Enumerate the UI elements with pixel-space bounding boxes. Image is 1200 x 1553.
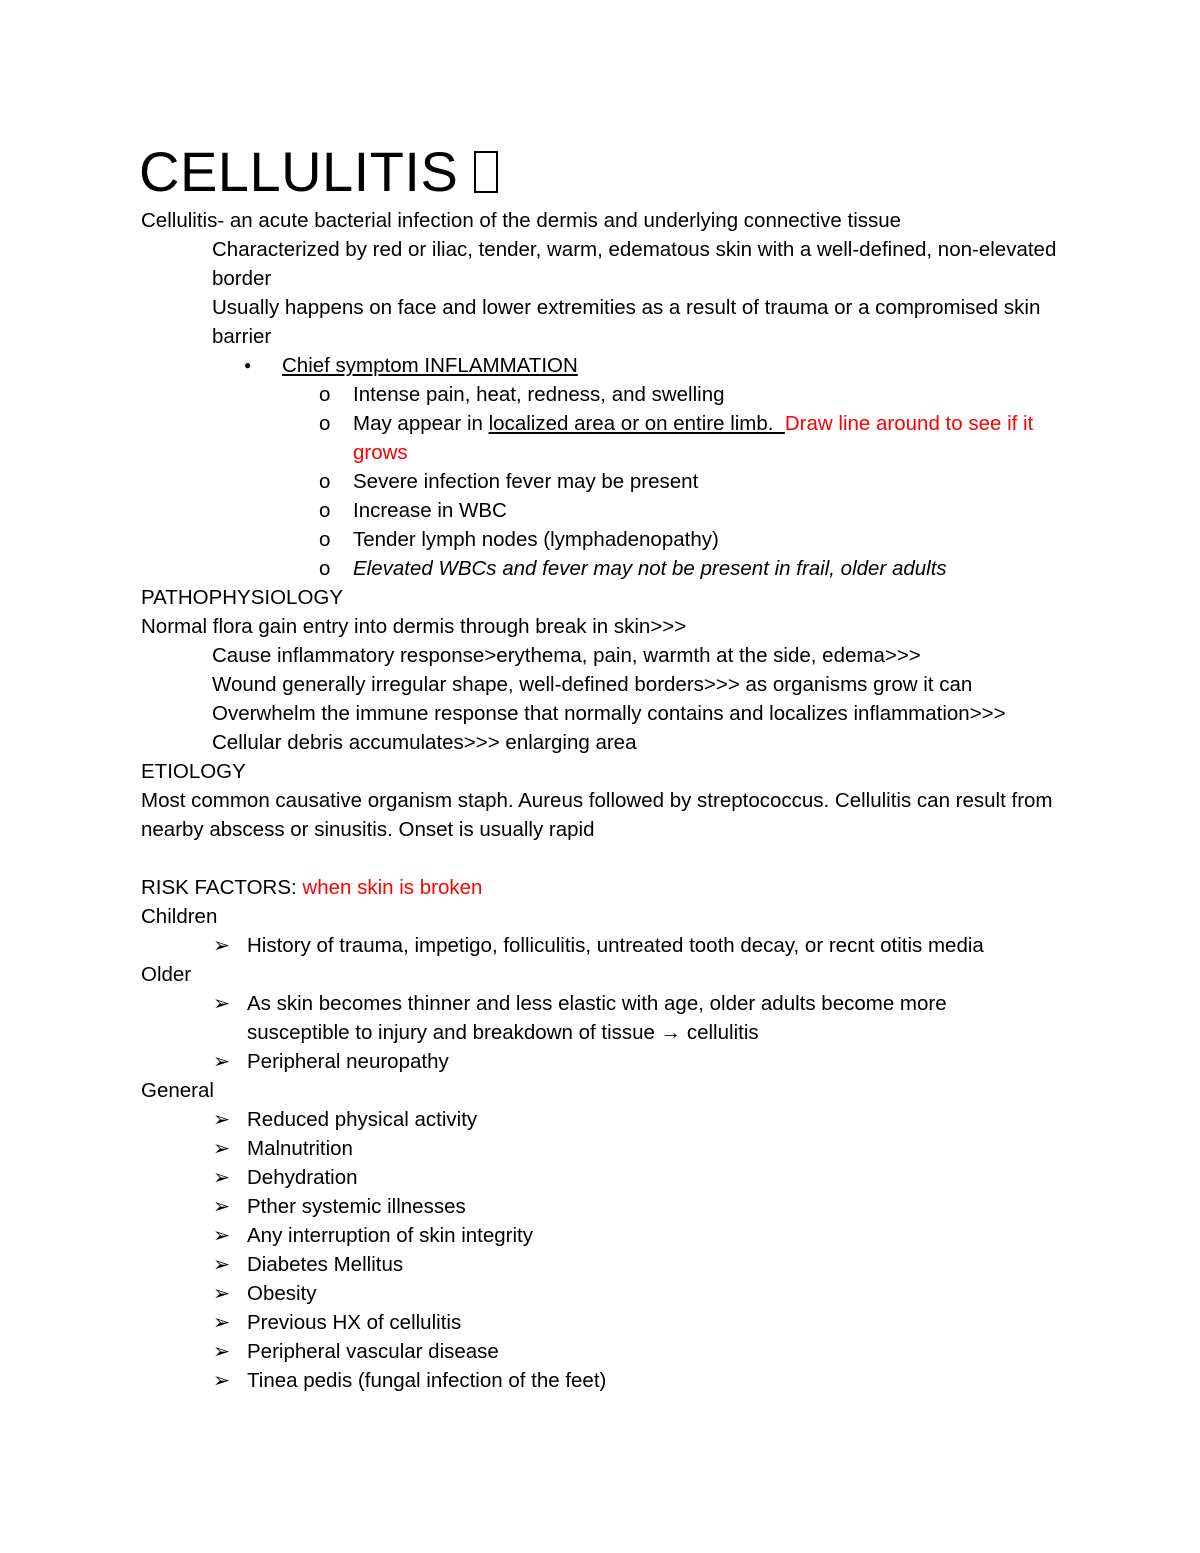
risk-item — [141, 989, 1071, 1047]
arrow-bullet-icon: ➢ — [213, 1340, 231, 1363]
risk-text: Reduced physical activity — [247, 1108, 478, 1131]
pathophysiology-intro: Normal flora gain entry into dermis through break in skin>>> — [141, 615, 687, 638]
arrow-bullet-icon: ➢ — [213, 1108, 231, 1131]
circle-bullet-icon: o — [319, 528, 331, 551]
risk-text: Previous HX of cellulitis — [247, 1311, 462, 1334]
definition: Cellulitis- an acute bacterial infection of the dermis and underlying connective tissue — [141, 209, 902, 232]
risk-text: Diabetes Mellitus — [247, 1253, 404, 1276]
page-title — [139, 140, 1071, 204]
risk-item — [141, 1279, 1071, 1308]
risk-text: Peripheral vascular disease — [247, 1340, 499, 1363]
risk-text: History of trauma, impetigo, folliculitis, untreated tooth decay, or recnt otitis media — [247, 934, 984, 957]
risk-text: Peripheral neuropathy — [247, 1050, 449, 1073]
risk-text: As skin becomes thinner and less elastic with age, older adults become more susceptible to injury and breakdown of tissue → cellulitis — [247, 992, 947, 1044]
symptom-text: Severe infection fever may be present — [353, 470, 699, 493]
etiology-heading: ETIOLOGY — [141, 760, 246, 783]
risk-item — [141, 1337, 1071, 1366]
circle-bullet-icon: o — [319, 470, 331, 493]
symptom-item — [141, 554, 1071, 583]
symptom-item — [141, 380, 1071, 409]
risk-item — [141, 1221, 1071, 1250]
risk-item — [141, 931, 1071, 960]
symptom-text — [353, 409, 1071, 467]
risk-item — [141, 1163, 1071, 1192]
symptom-text: Increase in WBC — [353, 499, 507, 522]
risk-item — [141, 1192, 1071, 1221]
arrow-bullet-icon: ➢ — [213, 934, 231, 957]
symptom-item — [141, 496, 1071, 525]
etiology-text: Most common causative organism staph. Aureus followed by streptococcus. Cellulitis can result from nearby abscess or sinusitis. Onset is usually rapid — [141, 789, 1053, 841]
risk-text: Obesity — [247, 1282, 317, 1305]
characteristic-1: Characterized by red or iliac, tender, warm, edematous skin with a well-defined, non-elevated border — [212, 238, 1057, 290]
circle-bullet-icon: o — [319, 383, 331, 406]
risk-text: Any interruption of skin integrity — [247, 1224, 533, 1247]
risk-text: Pther systemic illnesses — [247, 1195, 466, 1218]
arrow-bullet-icon: ➢ — [213, 1369, 231, 1392]
risk-text: Dehydration — [247, 1166, 358, 1189]
arrow-bullet-icon: ➢ — [213, 992, 231, 1015]
arrow-bullet-icon: ➢ — [213, 1282, 231, 1305]
symptom-text: Tender lymph nodes (lymphadenopathy) — [353, 528, 719, 551]
risk-heading-text: RISK FACTORS: — [141, 876, 303, 899]
pathophysiology-heading: PATHOPHYSIOLOGY — [141, 586, 344, 609]
symptom-item — [141, 409, 1071, 467]
circle-bullet-icon: o — [319, 557, 331, 580]
symptom-text: Elevated WBCs and fever may not be present in frail, older adults — [353, 557, 947, 580]
risk-item — [141, 1047, 1071, 1076]
pathophysiology-step: Overwhelm the immune response that normally contains and localizes inflammation>>> — [212, 702, 1006, 725]
risk-item — [141, 1250, 1071, 1279]
risk-text: Malnutrition — [247, 1137, 353, 1160]
missing-glyph-icon — [474, 151, 498, 193]
bullet-icon: ● — [244, 358, 252, 372]
pathophysiology-step: Cause inflammatory response>erythema, pain, warmth at the side, edema>>> — [212, 644, 921, 667]
symptom-text: Intense pain, heat, redness, and swelling — [353, 383, 725, 406]
appear-prefix: May appear in — [353, 412, 489, 435]
risk-item — [141, 1134, 1071, 1163]
appear-note: Draw line around to see if it grows — [353, 412, 1034, 464]
symptom-item — [141, 525, 1071, 554]
pathophysiology-step: Cellular debris accumulates>>> enlarging area — [212, 731, 637, 754]
general-label: General — [141, 1079, 214, 1102]
older-label: Older — [141, 963, 192, 986]
circle-bullet-icon: o — [319, 499, 331, 522]
arrow-bullet-icon: ➢ — [213, 1050, 231, 1073]
arrow-bullet-icon: ➢ — [213, 1224, 231, 1247]
blank-line — [141, 844, 1071, 873]
risk-text: Tinea pedis (fungal infection of the feet) — [247, 1369, 607, 1392]
arrow-bullet-icon: ➢ — [213, 1253, 231, 1276]
arrow-bullet-icon: ➢ — [213, 1137, 231, 1160]
arrow-bullet-icon: ➢ — [213, 1195, 231, 1218]
document-body — [141, 140, 1071, 1395]
circle-bullet-icon: o — [319, 412, 331, 435]
symptom-item — [141, 467, 1071, 496]
appear-underlined: localized area or on entire limb. — [488, 412, 785, 435]
arrow-bullet-icon: ➢ — [213, 1311, 231, 1334]
arrow-bullet-icon: ➢ — [213, 1166, 231, 1189]
risk-item — [141, 1308, 1071, 1337]
risk-factors-heading — [141, 873, 1071, 902]
children-label: Children — [141, 905, 218, 928]
risk-heading-note: when skin is broken — [302, 876, 483, 899]
characteristic-2: Usually happens on face and lower extremities as a result of trauma or a compromised skin barrier — [212, 296, 1041, 348]
risk-item — [141, 1366, 1071, 1395]
chief-symptom-label: Chief symptom INFLAMMATION — [282, 354, 578, 377]
title-text: CELLULITIS — [139, 140, 459, 203]
pathophysiology-step: Wound generally irregular shape, well-defined borders>>> as organisms grow it can — [212, 673, 973, 696]
chief-symptom-item — [141, 351, 1071, 380]
risk-item — [141, 1105, 1071, 1134]
